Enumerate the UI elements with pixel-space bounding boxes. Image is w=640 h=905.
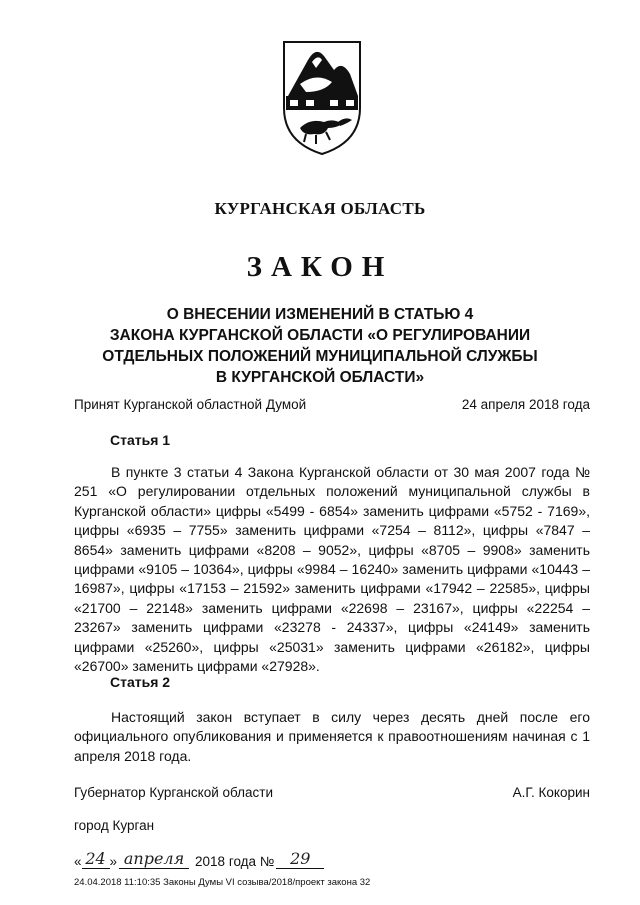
signatory-position: Губернатор Курганской области xyxy=(74,785,274,800)
handwritten-day: 24 xyxy=(82,850,110,869)
document-type: ЗАКОН xyxy=(246,251,394,283)
place-of-signing: город Курган xyxy=(74,818,155,833)
handwritten-month: апреля xyxy=(119,850,189,869)
law-title-line: ЗАКОНА КУРГАНСКОЙ ОБЛАСТИ «О РЕГУЛИРОВАНИИ xyxy=(109,327,531,344)
signatory-name: А.Г. Кокорин xyxy=(512,785,590,800)
handwritten-law-number: 29 xyxy=(276,850,324,869)
law-title xyxy=(40,304,600,388)
region-name: КУРГАНСКАЯ ОБЛАСТЬ xyxy=(214,199,426,218)
year-and-number-label: 2018 года № xyxy=(195,854,275,869)
close-quote: » xyxy=(109,854,118,869)
signing-date-line xyxy=(74,845,374,869)
law-title-line: О ВНЕСЕНИИ ИЗМЕНЕНИЙ В СТАТЬЮ 4 xyxy=(166,306,474,323)
adoption-date: 24 апреля 2018 года xyxy=(461,397,590,412)
kurgan-region-coat-of-arms-icon xyxy=(276,38,368,158)
open-quote: « xyxy=(74,854,82,869)
article-2-heading: Статья 2 xyxy=(110,674,171,690)
adoption-line xyxy=(74,397,590,412)
article-1-text: В пункте 3 статьи 4 Закона Курганской области от 30 мая 2007 года № 251 «О регулировании отдельных положений муниципальной службы в Курганской области» цифры «5499 - 6854» заменить цифрами «5752 - 7169», цифры «6935 – 7755» заменить цифрами «7254 – 8112», цифры «7847 – 8654» заменить цифрами «8208 – 9052», цифры «8705 – 9908» заменить цифрами «9105 – 10364», цифры «9984 – 16240» заменить цифрами «10443 – 16987», цифры «17153 – 21592» заменить цифрами «17942 – 22585», цифры «21700 – 22148» заменить цифрами «22698 – 23167», цифры «22254 – 23267» заменить цифрами «23278 - 24337», цифры «24149» заменить цифрами «25260», цифры «25031» заменить цифрами «26182», цифры «26700» заменить цифрами «27928». xyxy=(74,464,590,675)
signature-line xyxy=(74,785,590,800)
document-footer: 24.04.2018 11:10:35 Законы Думы VI созыва/2018/проект закона 32 xyxy=(74,877,371,888)
law-title-line: В КУРГАНСКОЙ ОБЛАСТИ» xyxy=(215,369,425,386)
adoption-label: Принят Курганской областной Думой xyxy=(74,397,307,412)
law-title-line: ОТДЕЛЬНЫХ ПОЛОЖЕНИЙ МУНИЦИПАЛЬНОЙ СЛУЖБЫ xyxy=(102,348,538,365)
article-2-text: Настоящий закон вступает в силу через десять дней после его официального опубликования и применяется к правоотношениям начиная с 1 апреля 2018 года. xyxy=(74,709,590,764)
article-1-heading: Статья 1 xyxy=(110,432,171,448)
